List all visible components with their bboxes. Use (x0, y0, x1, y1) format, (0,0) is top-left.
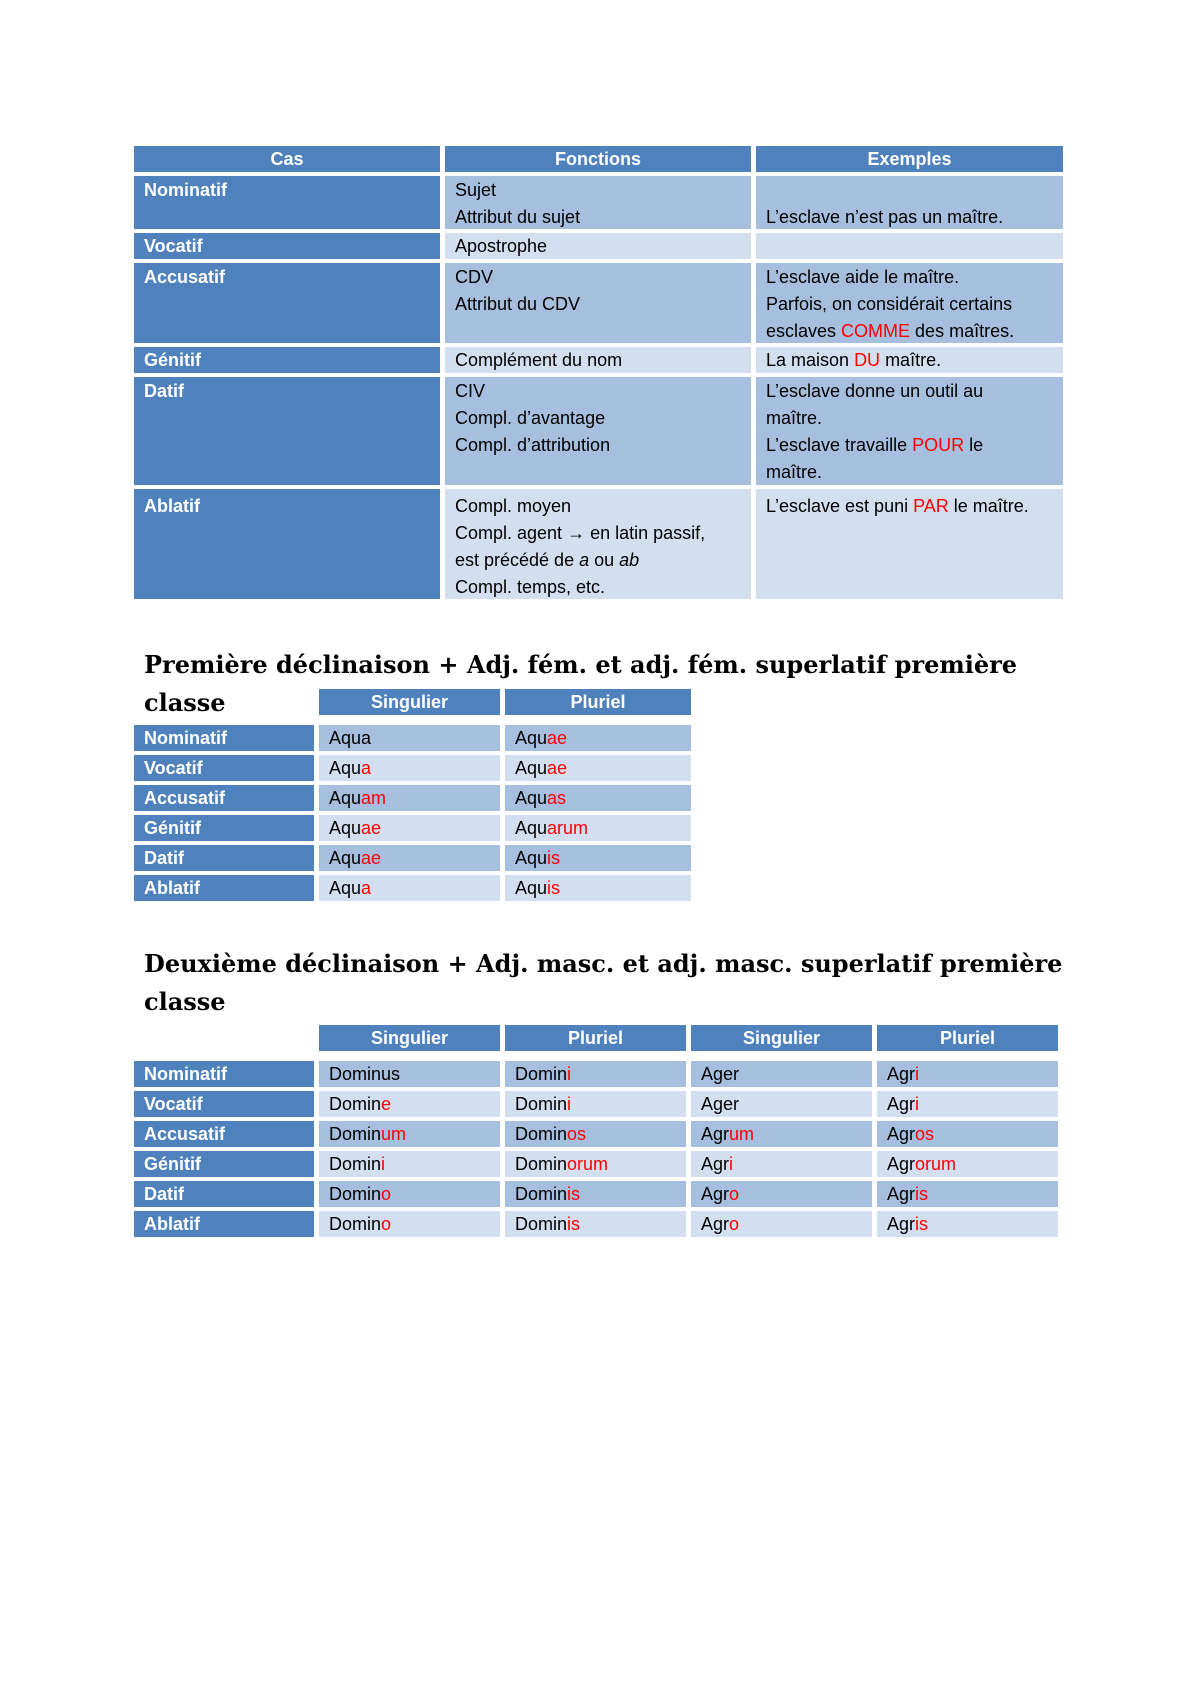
declension-form (319, 1211, 500, 1237)
first-declension-table (134, 689, 691, 901)
declension-form (319, 1121, 500, 1147)
case-vocatif: Vocatif (134, 233, 440, 259)
examples-accusatif: L’esclave aide le maître. Parfois, on considérait certains esclaves COMME des maîtres. (756, 263, 1063, 343)
word-stem: Aqu (329, 758, 362, 778)
column-header-exemples: Exemples (756, 146, 1063, 172)
functions-genitif: Complément du nom (445, 347, 751, 373)
case-label: Nominatif (134, 1061, 314, 1087)
word-ending: a (361, 758, 372, 778)
arrow-right-icon: → (567, 523, 586, 543)
word-ending: a (361, 878, 372, 898)
word-stem: Domin (329, 1184, 382, 1204)
case-label: Datif (134, 1181, 314, 1207)
declension-form (319, 1181, 500, 1207)
declension-form (319, 1091, 500, 1117)
declension-form (877, 1211, 1058, 1237)
declension-form (691, 1091, 872, 1117)
declension-form (319, 1061, 500, 1087)
word-ending: um (729, 1124, 755, 1144)
declension-form (319, 725, 500, 751)
word-ending: is (567, 1214, 581, 1234)
declension-form (505, 875, 691, 901)
word-ending: am (361, 788, 387, 808)
case-accusatif: Accusatif (134, 263, 440, 343)
case-label: Génitif (134, 1151, 314, 1177)
second-declension-table (134, 1025, 1058, 1237)
word-stem: Agr (887, 1154, 916, 1174)
word-ending: o (729, 1214, 740, 1234)
declension-form (319, 815, 500, 841)
word-stem: Domin (515, 1154, 568, 1174)
case-label: Génitif (134, 815, 314, 841)
column-header-singulier-2: Singulier (691, 1025, 872, 1051)
word-stem: Aqu (515, 758, 548, 778)
word-stem: Ager (701, 1094, 740, 1114)
word-ending: ae (547, 728, 568, 748)
word-ending: orum (915, 1154, 957, 1174)
case-ablatif: Ablatif (134, 489, 440, 599)
word-stem: Domin (515, 1124, 568, 1144)
word-stem: Agr (701, 1154, 730, 1174)
declension-form (505, 815, 691, 841)
word-ending: is (567, 1184, 581, 1204)
declension-form (877, 1061, 1058, 1087)
word-stem: Agr (887, 1184, 916, 1204)
word-ending: os (915, 1124, 935, 1144)
declension-form (505, 1181, 686, 1207)
section-heading-first-declension: Première déclinaison + Adj. fém. et adj. fém. superlatif première classe (144, 650, 1018, 717)
word-stem: Aqu (329, 788, 362, 808)
word-ending: orum (567, 1154, 609, 1174)
word-ending: ae (361, 818, 382, 838)
word-stem: Domin (515, 1094, 568, 1114)
word-ending: um (381, 1124, 407, 1144)
word-ending: i (381, 1154, 386, 1174)
declension-form (877, 1151, 1058, 1177)
word-stem: Aqu (515, 848, 548, 868)
word-ending: i (567, 1064, 572, 1084)
word-stem: Agr (701, 1214, 730, 1234)
corner-blank (134, 1025, 314, 1051)
word-stem: Dominus (329, 1064, 401, 1084)
declension-form (505, 1151, 686, 1177)
word-ending: i (915, 1064, 920, 1084)
column-header-singulier: Singulier (319, 689, 500, 715)
word-ending: e (381, 1094, 392, 1114)
declension-form (691, 1211, 872, 1237)
word-ending: ae (547, 758, 568, 778)
word-stem: Aqu (515, 818, 548, 838)
functions-vocatif: Apostrophe (445, 233, 751, 259)
declension-form (319, 1151, 500, 1177)
case-label: Datif (134, 845, 314, 871)
section-heading-second-declension: Deuxième déclinaison + Adj. masc. et adj. masc. superlatif première classe (144, 949, 1063, 1016)
case-label: Accusatif (134, 785, 314, 811)
declension-form (877, 1121, 1058, 1147)
word-stem: Agr (701, 1184, 730, 1204)
declension-form (691, 1061, 872, 1087)
case-label: Vocatif (134, 755, 314, 781)
word-stem: Domin (515, 1064, 568, 1084)
word-ending: o (381, 1214, 392, 1234)
case-label: Ablatif (134, 1211, 314, 1237)
declension-form (505, 755, 691, 781)
word-stem: Aqu (515, 728, 548, 748)
functions-accusatif: CDV Attribut du CDV (445, 263, 751, 343)
word-ending: is (547, 878, 561, 898)
case-datif: Datif (134, 377, 440, 485)
declension-form (505, 1211, 686, 1237)
case-label: Ablatif (134, 875, 314, 901)
word-stem: Domin (329, 1124, 382, 1144)
declension-form (691, 1181, 872, 1207)
case-label: Vocatif (134, 1091, 314, 1117)
word-stem: Agr (887, 1094, 916, 1114)
declension-form (691, 1121, 872, 1147)
declension-form (505, 1121, 686, 1147)
declension-form (319, 875, 500, 901)
declension-form (505, 1091, 686, 1117)
corner-blank (134, 689, 314, 715)
word-ending: is (915, 1184, 929, 1204)
word-stem: Domin (329, 1214, 382, 1234)
word-stem: Aqu (329, 818, 362, 838)
word-stem: Agr (887, 1064, 916, 1084)
word-stem: Domin (515, 1214, 568, 1234)
word-ending: i (567, 1094, 572, 1114)
word-stem: Domin (329, 1154, 382, 1174)
case-label: Accusatif (134, 1121, 314, 1147)
declension-form (505, 845, 691, 871)
column-header-pluriel-2: Pluriel (877, 1025, 1058, 1051)
word-ending: arum (547, 818, 589, 838)
case-label: Nominatif (134, 725, 314, 751)
word-stem: Aqu (515, 878, 548, 898)
word-ending: i (915, 1094, 920, 1114)
column-header-singulier: Singulier (319, 1025, 500, 1051)
word-stem: Agr (887, 1214, 916, 1234)
declension-form (877, 1181, 1058, 1207)
declension-form (319, 755, 500, 781)
declension-form (877, 1091, 1058, 1117)
examples-vocatif (756, 233, 1063, 259)
column-header-cas: Cas (134, 146, 440, 172)
word-ending: i (729, 1154, 734, 1174)
word-ending: o (729, 1184, 740, 1204)
word-stem: Ager (701, 1064, 740, 1084)
word-ending: is (547, 848, 561, 868)
column-header-fonctions: Fonctions (445, 146, 751, 172)
functions-datif: CIV Compl. d’avantage Compl. d’attribution (445, 377, 751, 485)
word-ending: os (567, 1124, 587, 1144)
declension-form (505, 785, 691, 811)
word-stem: Agr (887, 1124, 916, 1144)
declension-form (691, 1151, 872, 1177)
word-stem: Domin (515, 1184, 568, 1204)
case-genitif: Génitif (134, 347, 440, 373)
column-header-pluriel: Pluriel (505, 1025, 686, 1051)
word-ending: ae (361, 848, 382, 868)
column-header-pluriel: Pluriel (505, 689, 691, 715)
declension-form (319, 785, 500, 811)
case-nominatif: Nominatif (134, 176, 440, 229)
word-ending: as (547, 788, 567, 808)
examples-datif: L’esclave donne un outil au maître. L’esclave travaille POUR le maître. (756, 377, 1063, 485)
examples-ablatif: L’esclave est puni PAR le maître. (756, 489, 1063, 599)
word-stem: Domin (329, 1094, 382, 1114)
functions-nominatif: Sujet Attribut du sujet (445, 176, 751, 229)
cases-functions-table (134, 146, 1063, 599)
word-stem: Aqua (329, 728, 372, 748)
word-stem: Aqu (329, 878, 362, 898)
examples-nominatif: L’esclave n’est pas un maître. (756, 176, 1063, 229)
declension-form (505, 725, 691, 751)
word-stem: Agr (701, 1124, 730, 1144)
word-ending: o (381, 1184, 392, 1204)
declension-form (505, 1061, 686, 1087)
word-ending: is (915, 1214, 929, 1234)
examples-genitif: La maison DU maître. (756, 347, 1063, 373)
functions-ablatif: Compl. moyen Compl. agent → en latin passif, est précédé de a ou ab Compl. temps, etc. (445, 489, 751, 599)
word-stem: Aqu (515, 788, 548, 808)
declension-form (319, 845, 500, 871)
word-stem: Aqu (329, 848, 362, 868)
